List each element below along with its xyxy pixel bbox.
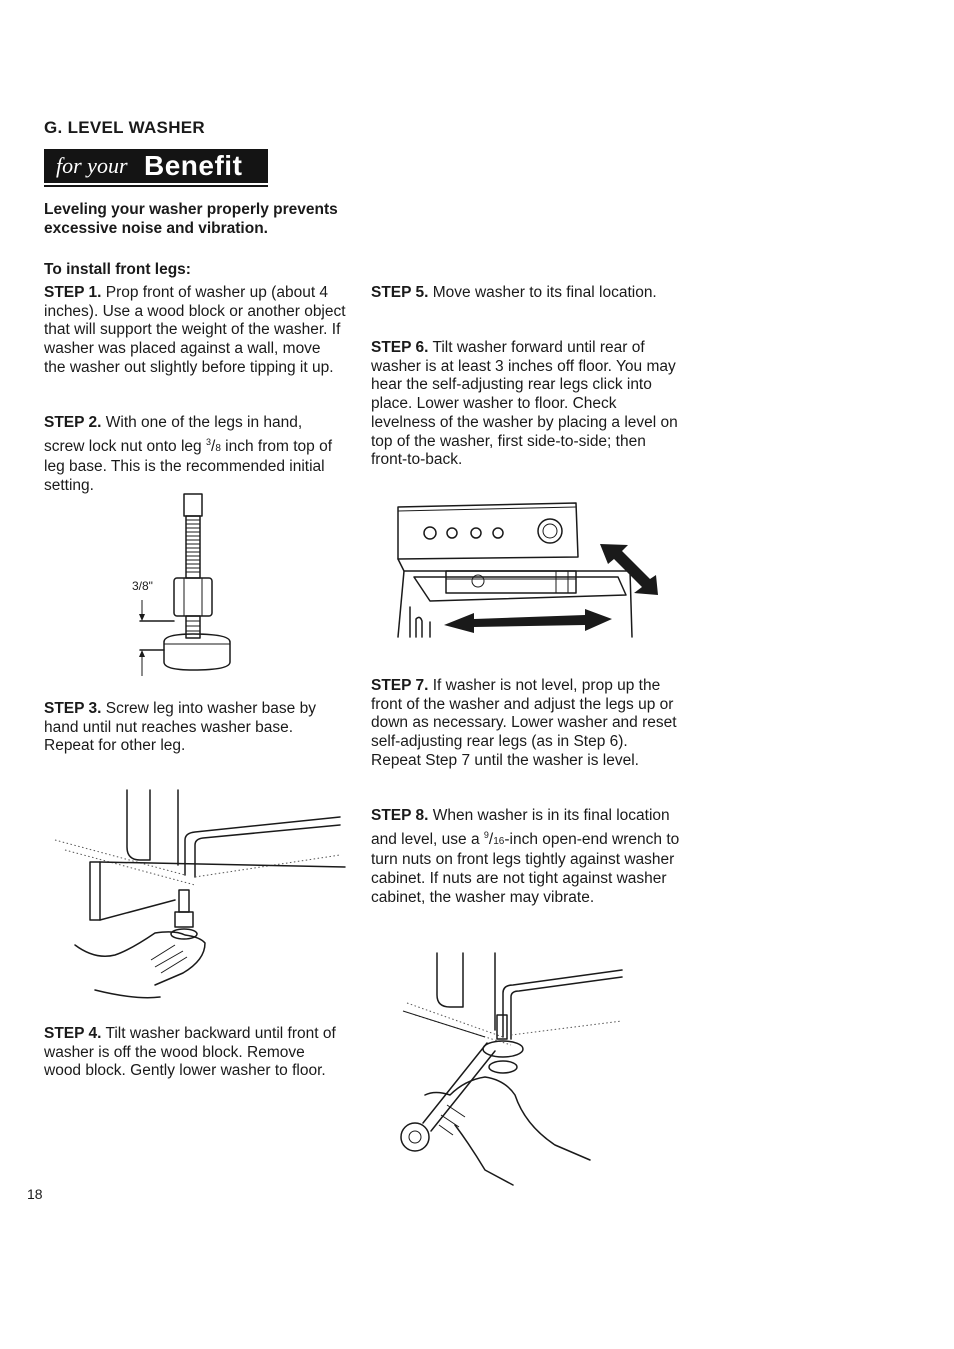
- leg-dimension-label: 3/8": [132, 579, 153, 593]
- step-2-label: STEP 2.: [44, 414, 102, 431]
- section-title: G. LEVEL WASHER: [44, 118, 205, 137]
- step-2: STEP 2. With one of the legs in hand, screw lock nut onto leg $^3$/8 inch from top of leg base. This is the recommended initial setting.: [44, 414, 333, 495]
- step-3-label: STEP 3.: [44, 700, 102, 717]
- step-8-frac-num: 9: [483, 829, 489, 840]
- step-3: [44, 700, 346, 756]
- banner-underline: [44, 185, 268, 187]
- step-7: [371, 677, 681, 771]
- step-7-text: If washer is not level, prop up the front of the washer and adjust the legs up or down as necessary. Lower washer and reset self-adjusting rear legs (as in Step 6). Repeat Step 7 until the washer is level.: [371, 677, 677, 769]
- step-8-text-b: -inch open-end wrench to turn nuts on front legs tightly against washer cabinet. If nuts are not tight against washer cabinet, the washer may vibrate.: [371, 830, 680, 906]
- step-6-label: STEP 6.: [371, 339, 429, 356]
- step-2-text-a: With one of the legs in hand, screw lock nut onto leg: [44, 414, 303, 455]
- subhead-install-front-legs: To install front legs:: [44, 261, 191, 278]
- step-5: [371, 284, 681, 303]
- page-number: 18: [27, 1186, 43, 1202]
- step-2-frac-den: 8: [215, 442, 221, 454]
- step-2-frac-num: 3: [205, 436, 211, 447]
- step-8-frac-den: 16: [493, 835, 505, 847]
- step-4: [44, 1025, 346, 1081]
- for-your-benefit-banner: [44, 149, 268, 183]
- step-1-label: STEP 1.: [44, 284, 102, 301]
- step-8-label: STEP 8.: [371, 807, 429, 824]
- screw-leg-illustration: [55, 785, 345, 1005]
- step-8: STEP 8. When washer is in its final location and level, use a $^9$/16-inch open-end wrench to turn nuts on front legs tightly against washer cabinet. If nuts are not tight against washer cabinet, the washer may vibrate.: [371, 807, 680, 906]
- step-6-text: Tilt washer forward until rear of washer is at least 3 inches off floor. You may hear the self-adjusting rear legs click into place. Lower washer to floor. Check levelness of the washer by placing a level on top of the washer, first side-to-side; then front-to-back.: [371, 339, 678, 469]
- step-4-text: Tilt washer backward until front of washer is off the wood block. Remove wood block. Gently lower washer to floor.: [44, 1025, 336, 1080]
- step-3-text: Screw leg into washer base by hand until nut reaches washer base. Repeat for other leg.: [44, 700, 316, 755]
- step-1-text: Prop front of washer up (about 4 inches). Use a wood block or another object that will support the weight of the washer. If washer was placed against a wall, move the washer out slightly before tipping it up.: [44, 284, 346, 376]
- step-6: [371, 339, 681, 470]
- step-7-label: STEP 7.: [371, 677, 429, 694]
- step-4-label: STEP 4.: [44, 1025, 102, 1042]
- intro-text: Leveling your washer properly prevents excessive noise and vibration.: [44, 201, 338, 237]
- step-2-text-b: inch from top of leg base. This is the recommended initial setting.: [44, 437, 333, 495]
- wrench-tightening-illustration: [395, 945, 630, 1190]
- washer-level-illustration: [390, 497, 670, 642]
- banner-main: Benefit: [144, 150, 243, 181]
- leveling-leg-illustration: [130, 490, 250, 690]
- step-5-label: STEP 5.: [371, 284, 429, 301]
- step-5-text: Move washer to its final location.: [432, 284, 657, 301]
- step-8-text-a: When washer is in its final location and level, use a: [371, 807, 670, 848]
- banner-prefix: for your: [56, 153, 128, 178]
- step-1: [44, 284, 346, 378]
